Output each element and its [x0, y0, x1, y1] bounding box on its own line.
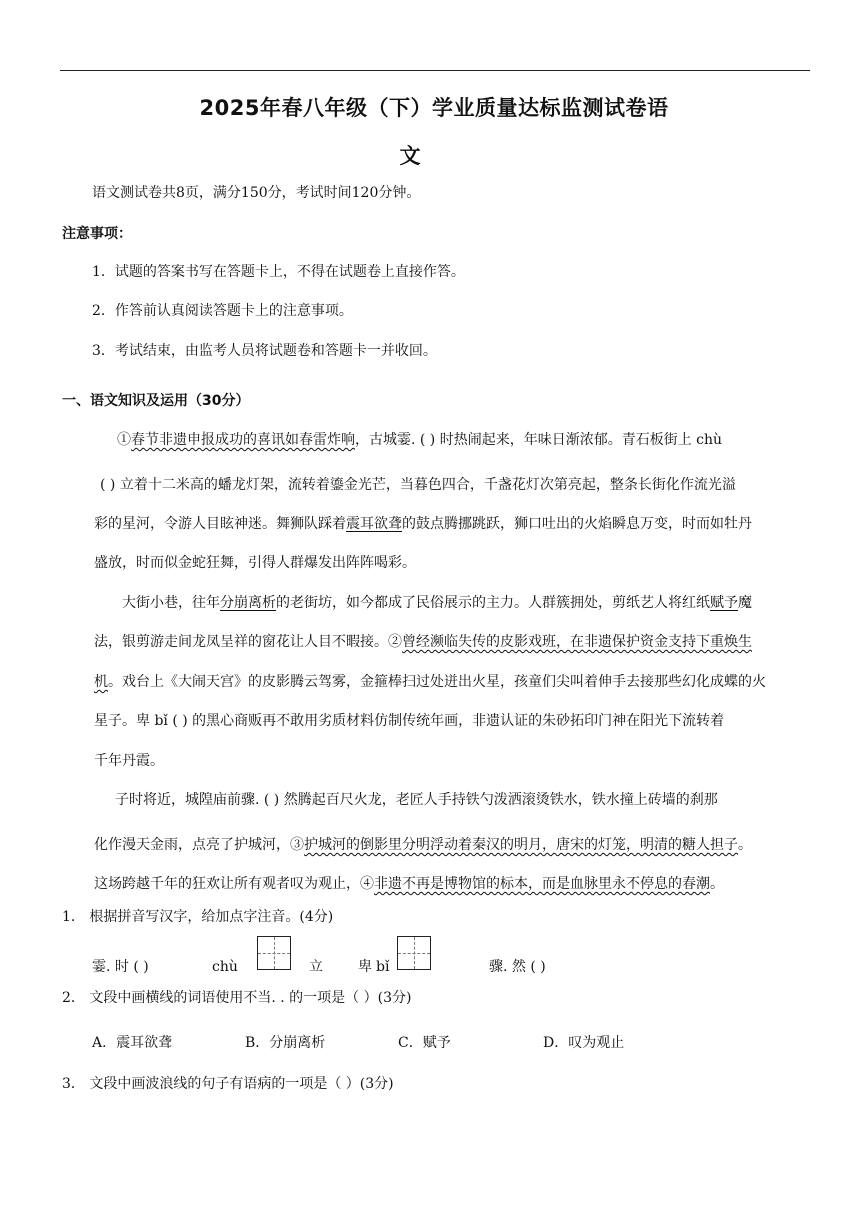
wavy-sentence-4: 非遗不再是博物馆的标本，而是血脉里永不停息的春潮: [374, 876, 710, 892]
underlined-word: 震耳欲聋: [346, 516, 402, 532]
question-2-stem: 2． 文段中画横线的词语使用不当. . 的一项是（ ）(3分): [62, 990, 412, 1006]
notes-heading: 注意事项：: [62, 226, 132, 242]
underlined-word: 分崩离析: [220, 595, 276, 611]
exam-title-line2: 文: [399, 144, 421, 168]
note-item: 1．试题的答案书写在答题卡上，不得在试题卷上直接作答。: [92, 264, 465, 280]
passage-line: 大街小巷，往年分崩离析的老街坊，如今都成了民俗展示的主力。人群簇拥处，剪纸艺人将红纸赋予魔: [122, 595, 752, 611]
passage-line: ①春节非遗申报成功的喜讯如春雷炸响，古城霎. ( ) 时热闹起来，年味日渐浓郁。青石板街上 chù: [117, 432, 723, 448]
q2-option-d[interactable]: D．叹为观止: [543, 1035, 625, 1051]
passage-line: 法，银剪游走间龙凤呈祥的窗花让人目不暇接。②曾经濒临失传的皮影戏班，在非遗保护资金支持下重焕生: [94, 634, 752, 650]
answer-box-bi[interactable]: [397, 936, 431, 970]
passage-line: 这场跨越千年的狂欢让所有观者叹为观止，④非遗不再是博物馆的标本，而是血脉里永不停息的春潮。: [94, 876, 724, 892]
passage-line: 彩的星河，令游人目眩神迷。舞狮队踩着震耳欲聋的鼓点腾挪跳跃，狮口吐出的火焰瞬息万变，时而如牡丹: [94, 516, 752, 532]
q1-item-4: 骤. 然 ( ): [489, 959, 546, 975]
passage-line: 化作漫天金雨，点亮了护城河，③护城河的倒影里分明浮动着秦汉的明月，唐宋的灯笼，明清的糖人担子。: [94, 837, 752, 853]
underlined-word: 赋予: [710, 595, 738, 611]
question-1-stem: 1． 根据拼音写汉字，给加点字注音。(4分): [62, 909, 334, 925]
q1-pinyin-bi: bǐ: [376, 959, 390, 975]
question-3-stem: 3． 文段中画波浪线的句子有语病的一项是（ ）(3分): [62, 1076, 394, 1092]
wavy-sentence-2-end: 机: [94, 674, 108, 690]
passage-line: 星子。卑 bǐ ( ) 的黑心商贩再不敢用劣质材料仿制传统年画，非遗认证的朱砂拓印门神在阳光下流转着: [94, 713, 725, 729]
q1-char-li: 立: [309, 959, 323, 975]
q2-option-b[interactable]: B．分崩离析: [245, 1035, 326, 1051]
header-rule: [60, 70, 810, 71]
q2-option-a[interactable]: A．震耳欲聋: [92, 1035, 173, 1051]
wavy-sentence-3: 护城河的倒影里分明浮动着秦汉的明月，唐宋的灯笼，明清的糖人担子: [304, 837, 738, 853]
q2-option-c[interactable]: C．赋予: [398, 1035, 451, 1051]
exam-title-line1: 2025年春八年级（下）学业质量达标监测试卷语: [199, 96, 669, 120]
q1-pinyin-chu: chù: [212, 959, 238, 975]
passage-line: ( ) 立着十二米高的蟠龙灯架，流转着鎏金光芒，当暮色四合，千盏花灯次第亮起，整条长街化作流光溢: [100, 477, 736, 493]
wavy-sentence-2: 曾经濒临失传的皮影戏班，在非遗保护资金支持下重焕生: [402, 634, 752, 650]
q1-item-1: 霎. 时 ( ): [92, 959, 149, 975]
passage-line: 千年丹霞。: [94, 753, 164, 769]
note-item: 3．考试结束，由监考人员将试题卷和答题卡一并收回。: [92, 343, 437, 359]
passage-line: 子时将近，城隍庙前骤. ( ) 然腾起百尺火龙，老匠人手持铁勺泼洒滚烫铁水，铁水撞上砖墙的刹那: [115, 792, 718, 808]
passage-line: 盛放，时而似金蛇狂舞，引得人群爆发出阵阵喝彩。: [94, 555, 416, 571]
note-item: 2．作答前认真阅读答题卡上的注意事项。: [92, 303, 353, 319]
wavy-sentence-1: 春节非遗申报成功的喜讯如春雷炸响: [131, 432, 355, 448]
passage-line: 机。戏台上《大闹天宫》的皮影腾云驾雾，金箍棒扫过处迸出火星，孩童们尖叫着伸手去接那些幻化成蝶的火: [94, 674, 766, 690]
section1-heading: 一、语文知识及运用（30分）: [62, 393, 250, 409]
q1-char-bei: 卑: [358, 959, 372, 975]
intro-text: 语文测试卷共8页，满分150分，考试时间120分钟。: [92, 185, 421, 201]
answer-box-chu[interactable]: [257, 936, 291, 970]
